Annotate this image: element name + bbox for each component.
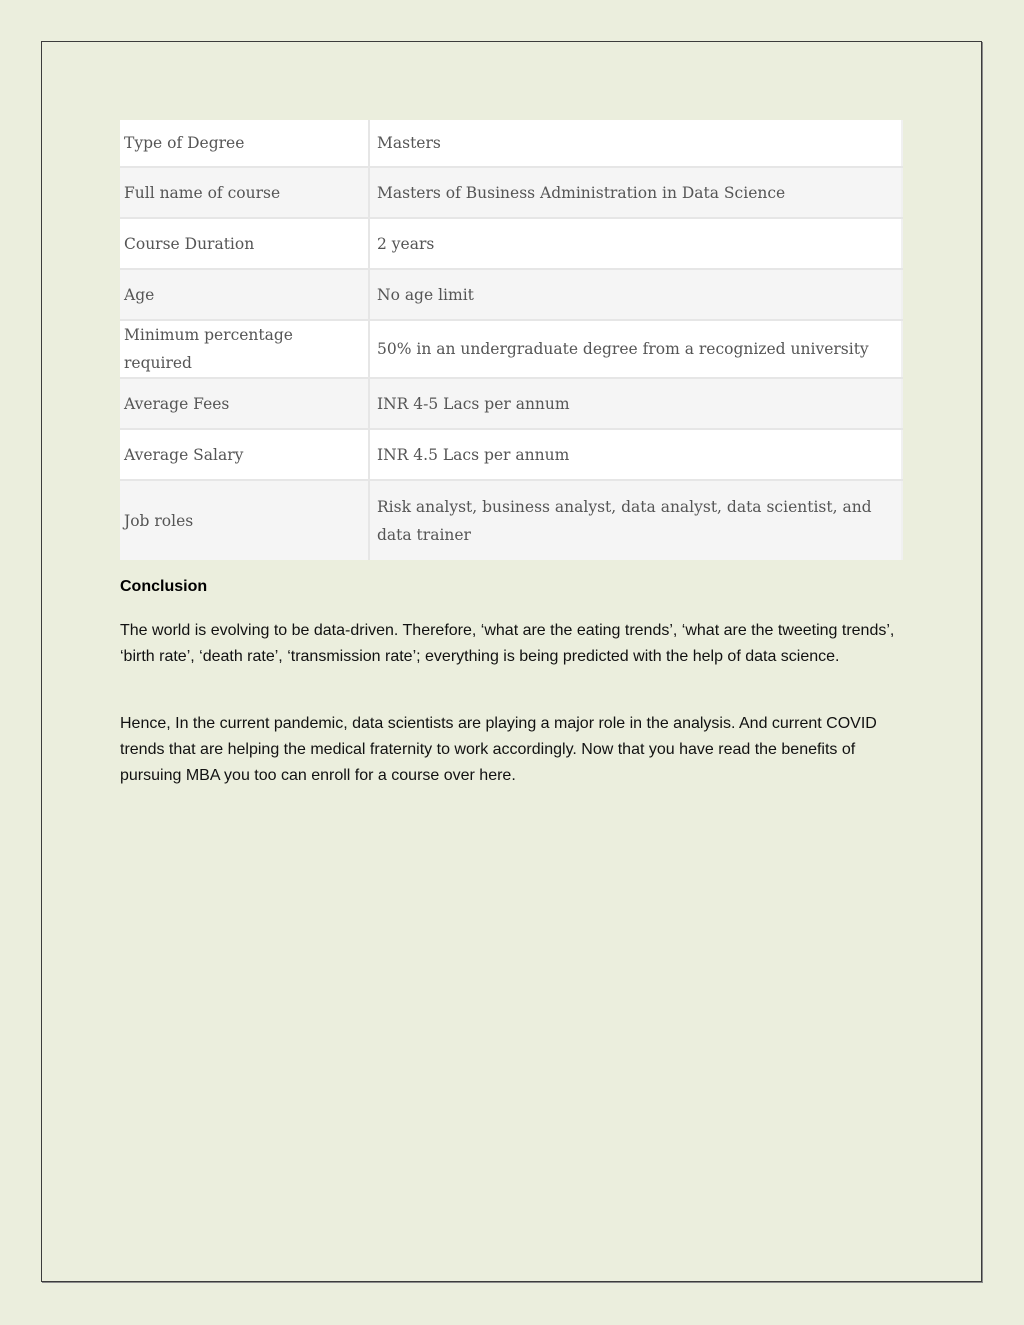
row-label: Minimum percentage required bbox=[120, 320, 369, 378]
table-row bbox=[120, 378, 902, 429]
row-value: No age limit bbox=[369, 269, 902, 320]
row-label: Course Duration bbox=[120, 218, 369, 269]
row-label: Age bbox=[120, 269, 369, 320]
table-row bbox=[120, 218, 902, 269]
row-value: Risk analyst, business analyst, data analyst, data scientist, and data trainer bbox=[369, 480, 902, 560]
row-label: Average Fees bbox=[120, 378, 369, 429]
course-info-table bbox=[120, 120, 903, 560]
table-row bbox=[120, 167, 902, 218]
row-value: 50% in an undergraduate degree from a recognized university bbox=[369, 320, 902, 378]
row-label: Job roles bbox=[120, 480, 369, 560]
conclusion-paragraph-1: The world is evolving to be data-driven. Therefore, ‘what are the eating trends’, ‘what are the tweeting trends’, ‘birth rate’, ‘death rate’, ‘transmission rate’; everything is being predicted with the help of data science. bbox=[120, 622, 895, 665]
row-value: Masters of Business Administration in Data Science bbox=[369, 167, 902, 218]
table-row bbox=[120, 120, 902, 167]
table-row bbox=[120, 480, 902, 560]
row-label: Full name of course bbox=[120, 167, 369, 218]
row-label: Average Salary bbox=[120, 429, 369, 480]
row-label: Type of Degree bbox=[120, 120, 369, 167]
conclusion-paragraph-2: Hence, In the current pandemic, data scientists are playing a major role in the analysis. And current COVID trends that are helping the medical fraternity to work accordingly. Now that you have read the benefits of pursuing MBA you too can enroll for a course over here. bbox=[120, 715, 877, 784]
conclusion-heading: Conclusion bbox=[120, 578, 208, 595]
row-value: Masters bbox=[369, 120, 902, 167]
row-value: 2 years bbox=[369, 218, 902, 269]
table-row bbox=[120, 429, 902, 480]
table-row bbox=[120, 320, 902, 378]
row-value: INR 4-5 Lacs per annum bbox=[369, 378, 902, 429]
row-value: INR 4.5 Lacs per annum bbox=[369, 429, 902, 480]
table-row bbox=[120, 269, 902, 320]
